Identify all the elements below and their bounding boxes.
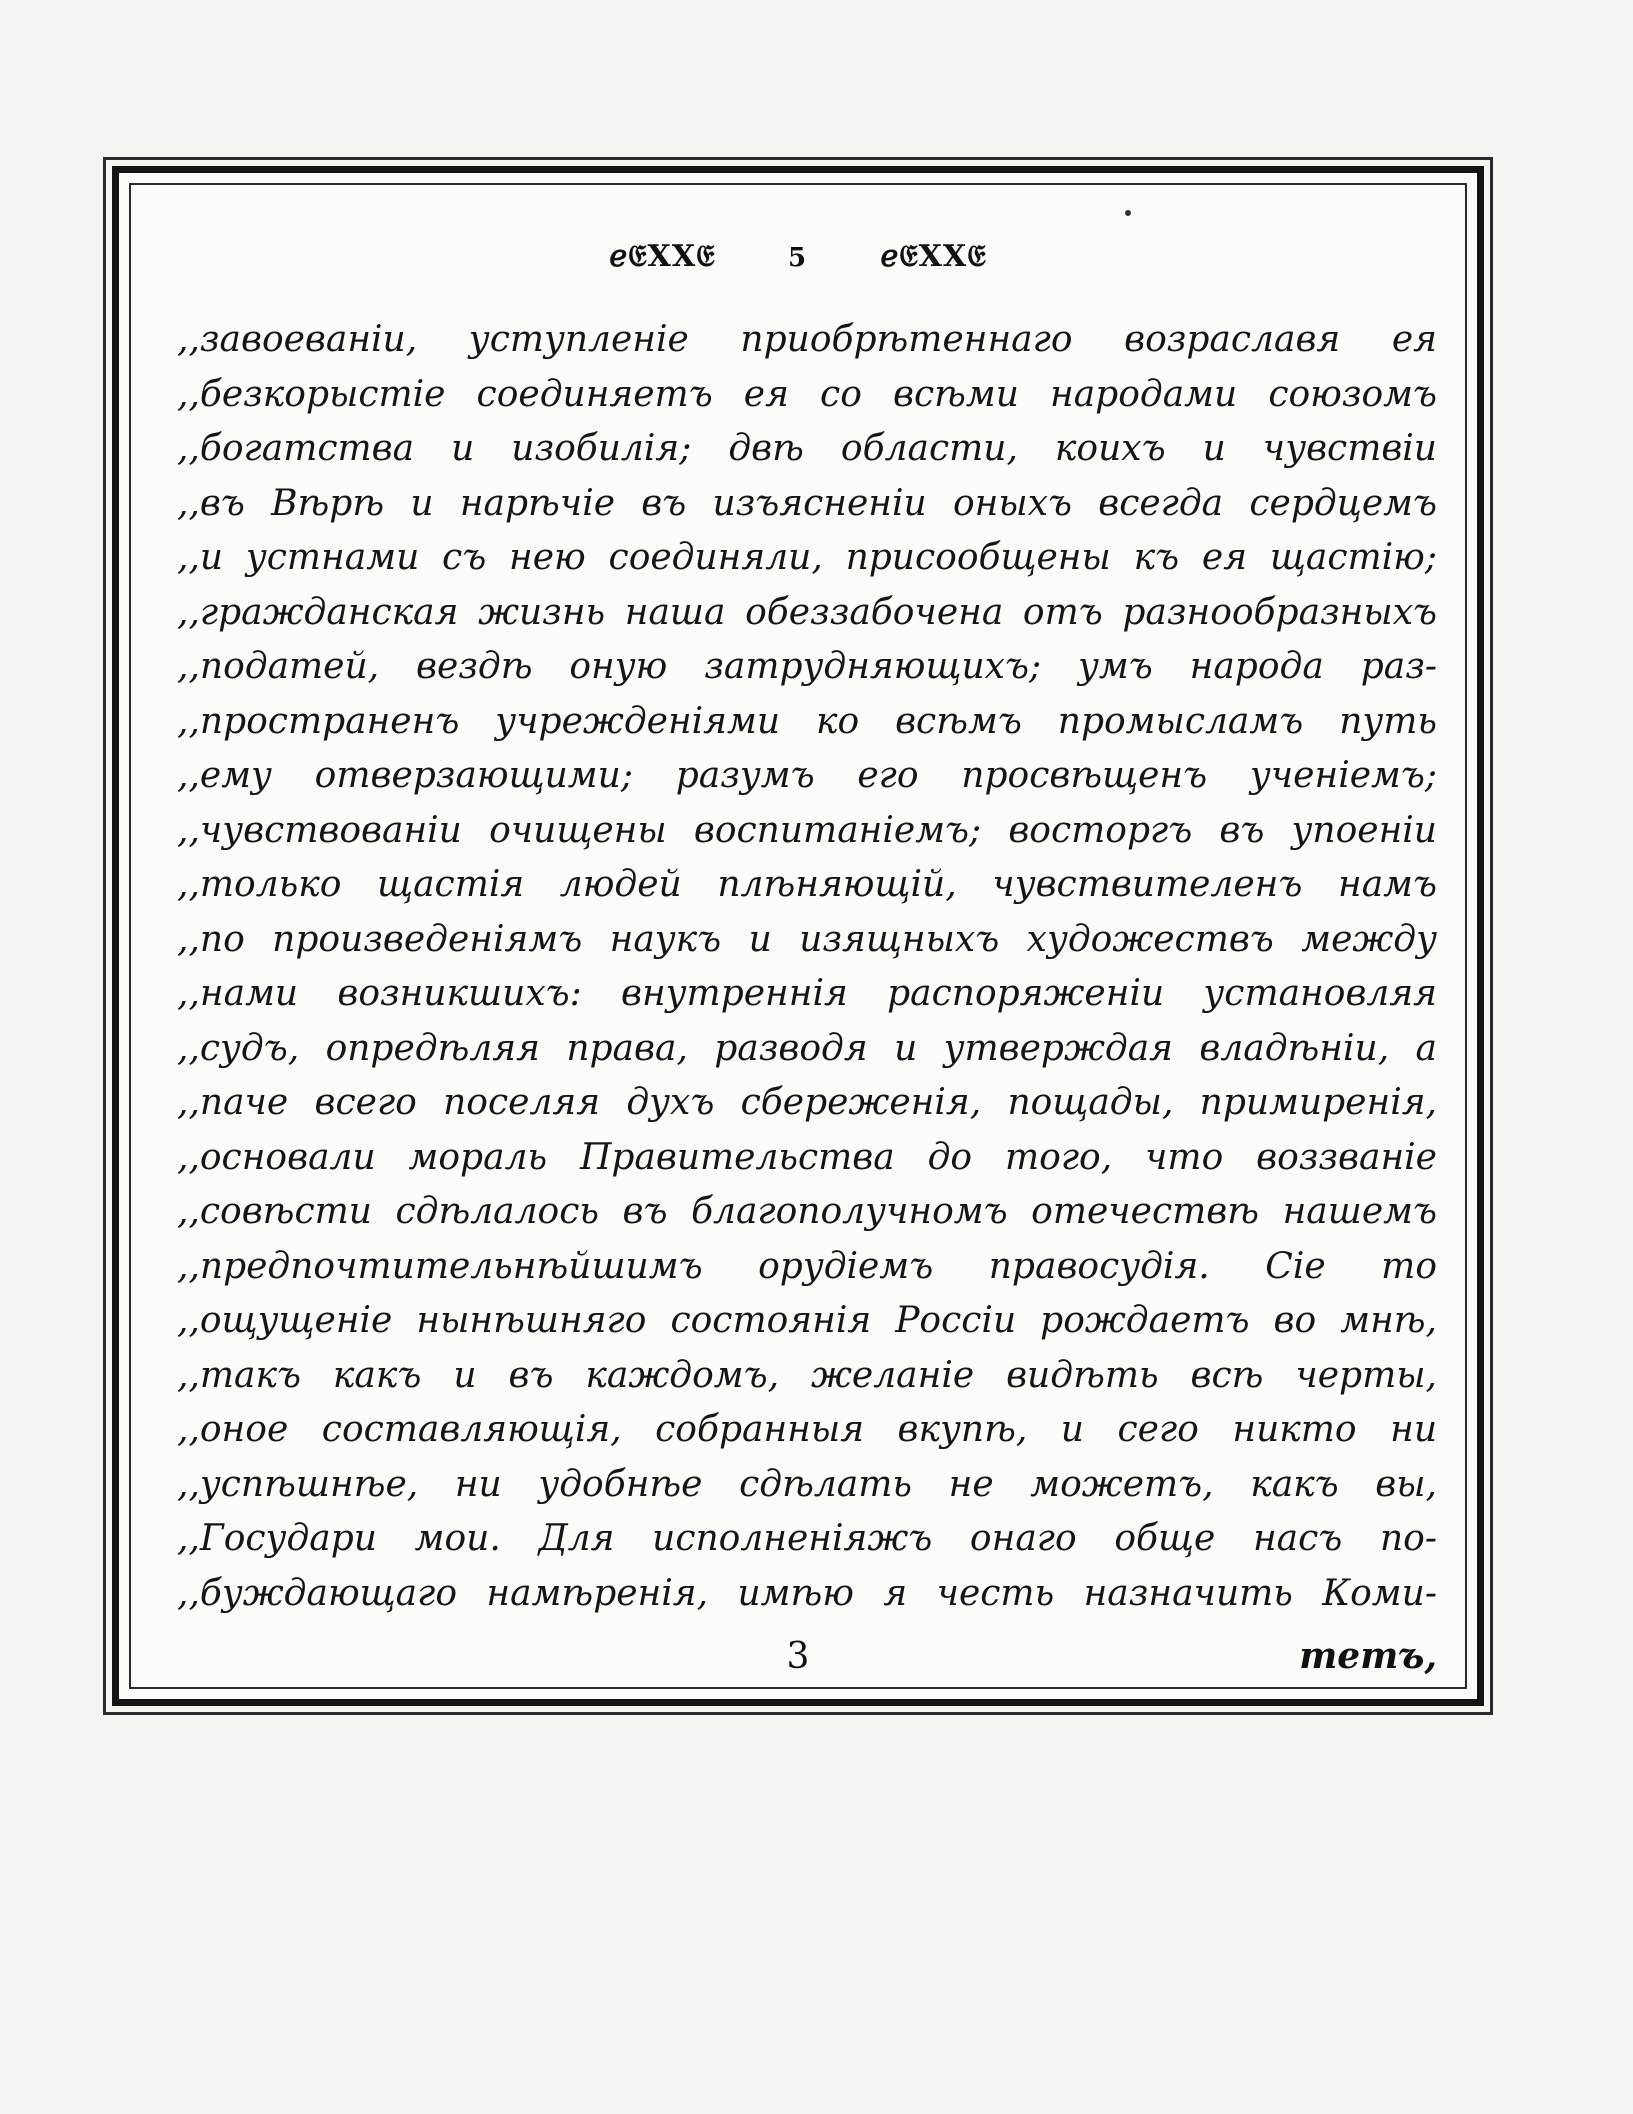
- text-line: ,,богатства и изобилiя; двѣ области, коихъ и чувствiи: [177, 428, 1437, 469]
- print-speck: [1125, 210, 1131, 216]
- text-line: ,,такъ какъ и въ каждомъ, желанiе видѣть всѣ черты,: [177, 1354, 1437, 1396]
- text-line: ,,нами возникшихъ: внутреннiя распоряженiи установляя: [177, 973, 1437, 1014]
- text-line: ,,успѣшнѣе, ни удобнѣе сдѣлать не можетъ, какъ вы,: [177, 1463, 1437, 1505]
- running-head: [119, 239, 1477, 274]
- page-frame: [112, 166, 1484, 1706]
- text-line: ,,Государи мои. Для исполненiяжъ онаго обще насъ по-: [177, 1518, 1437, 1559]
- text-line: ,,оное составляющiя, собранныя вкупѣ, и сего никто ни: [177, 1409, 1437, 1450]
- text-line: ,,пространенъ учрежденiями ко всѣмъ промысламъ путь: [177, 700, 1437, 742]
- text-line: ,,чувствованiи очищены воспитанiемъ; восторгъ въ упоенiи: [177, 809, 1437, 851]
- page-number: 5: [787, 243, 809, 273]
- text-line: ,,податей, вездѣ оную затрудняющихъ; умъ народа раз-: [177, 646, 1437, 687]
- text-line: ,,завоеванiи, уступленiе приобрѣтеннаго возраславя ея: [177, 319, 1437, 360]
- body-text: [177, 313, 1437, 1621]
- text-line: ,,судъ, опредѣляя права, разводя и утверждая владѣнiи, а: [177, 1027, 1437, 1069]
- text-line: ,,совѣсти сдѣлалось въ благополучномъ отечествѣ нашемъ: [177, 1191, 1437, 1232]
- text-line: ,,безкорыстiе соединяетъ ея со всѣми народами союзомъ: [177, 373, 1437, 415]
- text-line: ,,основали мораль Правительства до того, что воззванiе: [177, 1136, 1437, 1178]
- text-line: ,,паче всего поселяя духъ сбереженiя, пощады, примиренiя,: [177, 1082, 1437, 1123]
- text-line: ,,въ Вѣрѣ и нарѣчiе въ изъясненiи оныхъ всегда сердцемъ: [177, 482, 1437, 524]
- text-line: ,,ощущенiе нынѣшняго состоянiя Россiи рождаетъ во мнѣ,: [177, 1300, 1437, 1341]
- text-line: ,,буждающаго намѣренiя, имѣю я честь назначить Коми-: [177, 1572, 1437, 1614]
- text-line: ,,ему отверзающими; разумъ его просвѣщенъ ученiемъ;: [177, 755, 1437, 796]
- ornament-right: ℯ𝔈XX𝔈: [880, 239, 987, 274]
- text-line: ,,только щастiя людей плѣняющiй, чувствителенъ намъ: [177, 864, 1437, 905]
- text-line: ,,предпочтительнѣйшимъ орудiемъ правосудiя. Сiе то: [177, 1245, 1437, 1287]
- signature-mark: 3: [786, 1636, 810, 1677]
- catchword: тетъ,: [1299, 1635, 1437, 1677]
- text-line: ,,гражданская жизнь наша обеззабочена отъ разнообразныхъ: [177, 591, 1437, 633]
- text-line: ,,и устнами съ нею соединяли, присообщены къ ея щастiю;: [177, 537, 1437, 578]
- text-line: ,,по произведенiямъ наукъ и изящныхъ художествъ между: [177, 918, 1437, 960]
- ornament-left: ℯ𝔈XX𝔈: [609, 239, 716, 274]
